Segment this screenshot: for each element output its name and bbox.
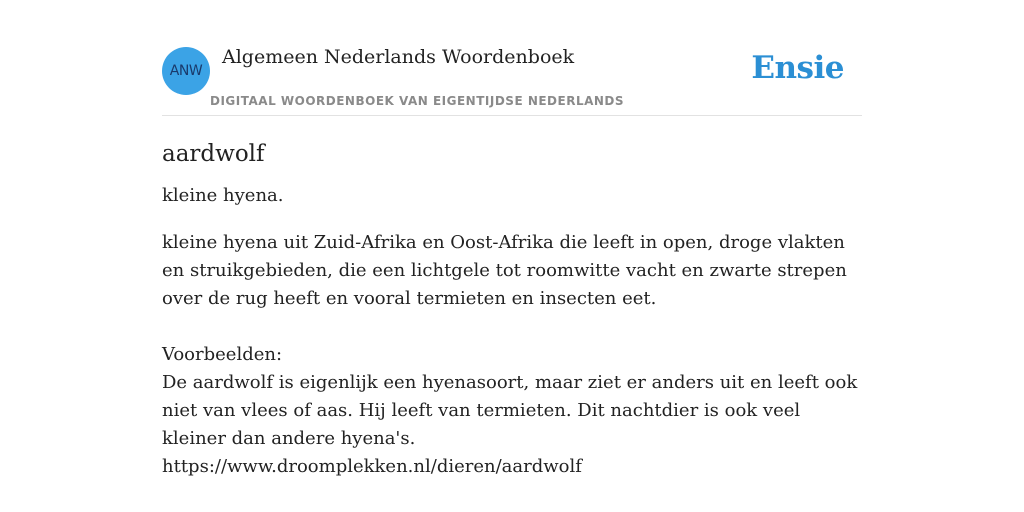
entry-content [162, 138, 862, 481]
site-subtitle: DIGITAAL WOORDENBOEK VAN EIGENTIJDSE NEDERLANDS [210, 94, 625, 108]
example-text: De aardwolf is eigenlijk een hyenasoort, maar ziet er anders uit en leeft ook niet van vlees of aas. Hij leeft van termieten. Dit nachtdier is ook veel kleiner dan andere hyena's. [162, 372, 858, 449]
short-definition: kleine hyena. [162, 185, 284, 206]
anw-logo[interactable] [162, 47, 210, 95]
anw-logo-text: ANW [169, 63, 203, 79]
examples-label: Voorbeelden: [162, 344, 283, 365]
full-definition: kleine hyena uit Zuid-Afrika en Oost-Afrika die leeft in open, droge vlakten en struikgebieden, die een lichtgele tot roomwitte vacht en zwarte strepen over de rug heeft en vooral termieten en insecten eet. [162, 232, 847, 309]
ensie-brand-logo[interactable]: Ensie [751, 50, 844, 86]
source-link[interactable]: https://www.droomplekken.nl/dieren/aardwolf [162, 456, 582, 477]
entry-word: aardwolf [162, 141, 265, 167]
site-title[interactable]: Algemeen Nederlands Woordenboek [222, 46, 575, 68]
site-header [162, 0, 862, 116]
spacer [162, 313, 862, 341]
